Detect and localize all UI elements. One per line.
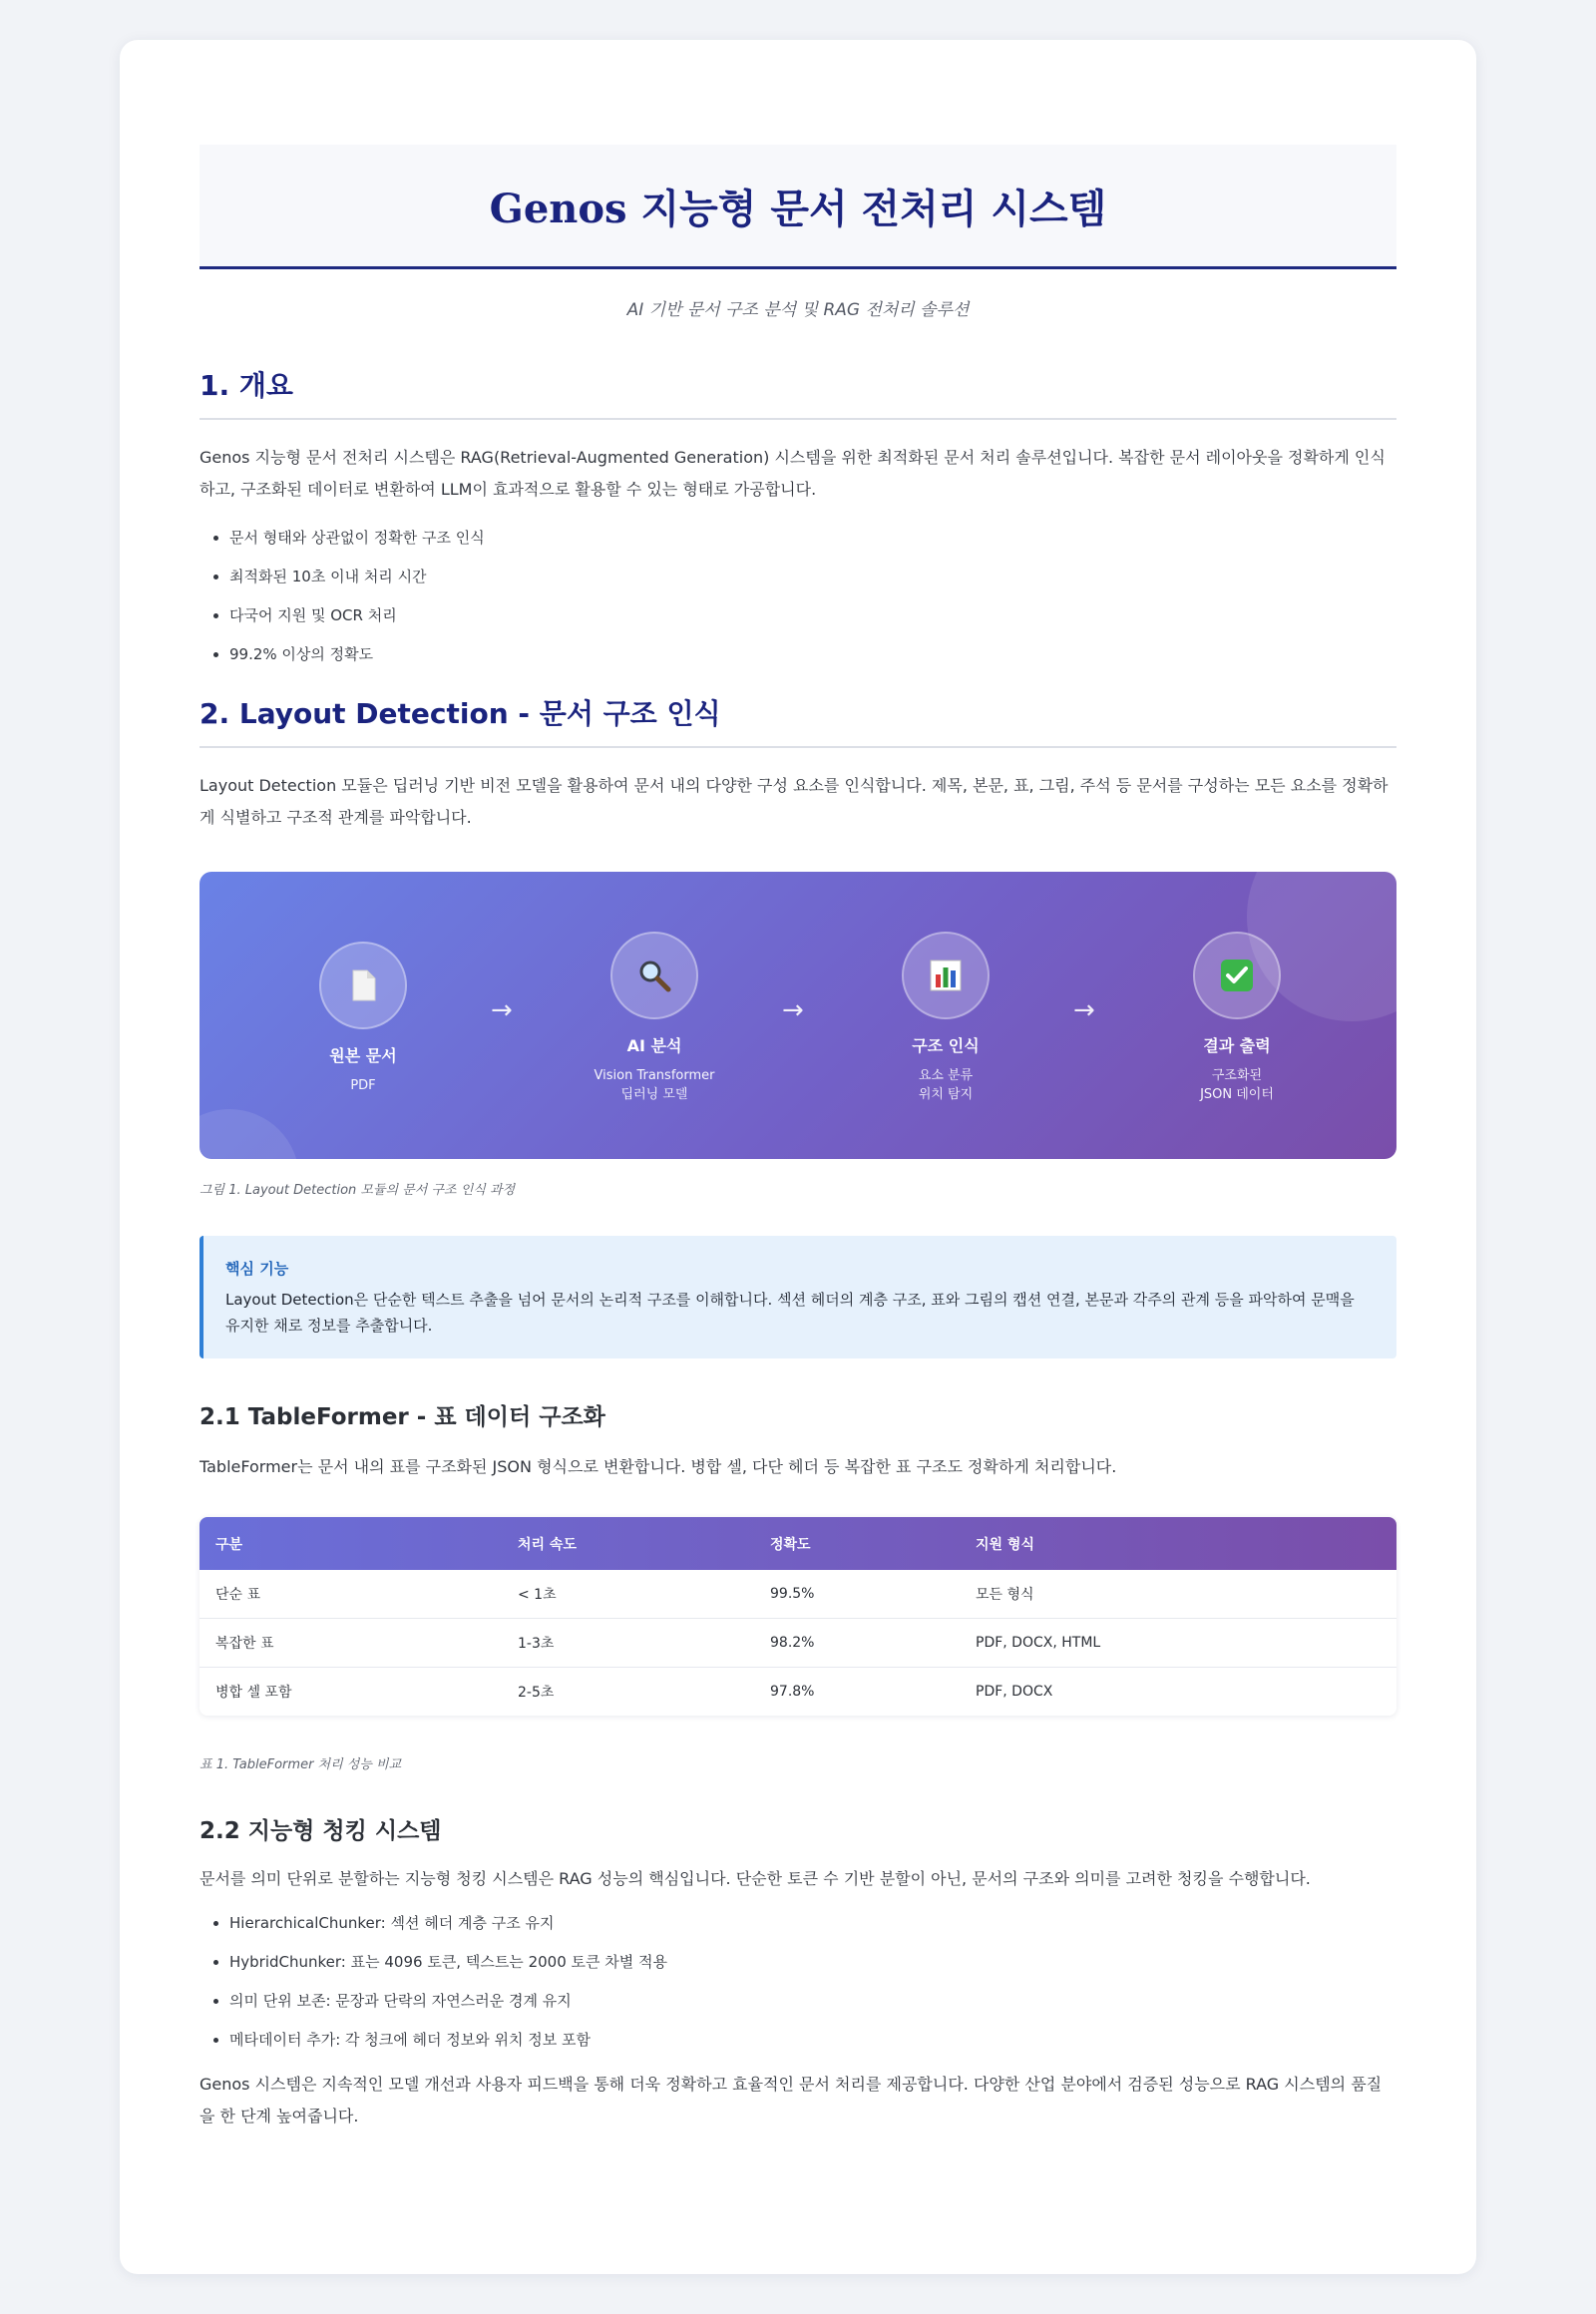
overview-paragraph: Genos 지능형 문서 전처리 시스템은 RAG(Retrieval-Augmented Generation) 시스템을 위한 최적화된 문서 처리 솔루션입니다. 복잡한 문서 레이아웃을 정확하게 인식하고, 구조화된 데이터로 변환하여 LLM이 효과적으로 활용할 수 있는 형태로 가공합니다. <box>200 448 1386 499</box>
document-page <box>120 40 1476 2274</box>
table-row <box>200 1570 1396 1619</box>
check-icon <box>1193 932 1281 1019</box>
process-step-structure <box>846 932 1045 1104</box>
table-cell: 병합 셀 포함 <box>215 1685 292 1701</box>
table-header-cell: 구분 <box>215 1536 243 1553</box>
process-diagram <box>200 872 1396 1159</box>
list-item: • 다국어 지원 및 OCR 처리 <box>229 605 1396 625</box>
figure-caption: 그림 1. Layout Detection 모듈의 문서 구조 인식 과정 <box>200 1183 516 1198</box>
step-label: AI 분석 <box>626 1036 682 1055</box>
closing-paragraph: Genos 시스템은 지속적인 모델 개선과 사용자 피드백을 통해 더욱 정확하고 효율적인 문서 처리를 제공합니다. 다양한 산업 분야에서 검증된 성능으로 RAG 시스템의 품질을 한 단계 높여줍니다. <box>200 2075 1383 2125</box>
list-item: • 문서 형태와 상관없이 정확한 구조 인식 <box>229 528 1396 548</box>
step-description-line: 구조화된 <box>1211 1068 1263 1083</box>
process-step-output <box>1137 932 1337 1104</box>
list-item: • HierarchicalChunker: 섹션 헤더 계층 구조 유지 <box>229 1913 1396 1933</box>
arrow-icon: → <box>491 995 513 1025</box>
table-row <box>200 1668 1396 1717</box>
chunking-paragraph: 문서를 의미 단위로 분할하는 지능형 청킹 시스템은 RAG 성능의 핵심입니다. 단순한 토큰 수 기반 분할이 아닌, 문서의 구조와 의미를 고려한 청킹을 수행합니다. <box>200 1869 1311 1888</box>
table-cell: PDF, DOCX <box>976 1684 1053 1700</box>
decorative-circle <box>200 1109 299 1159</box>
document-content <box>200 145 1396 2132</box>
table-cell: 복잡한 표 <box>200 1619 502 1668</box>
step-description-line: JSON 데이터 <box>1200 1087 1274 1102</box>
step-description-line: Vision Transformer <box>594 1068 715 1083</box>
list-item: • 99.2% 이상의 정확도 <box>229 644 1396 664</box>
list-item: • HybridChunker: 표는 4096 토큰, 텍스트는 2000 토큰 차별 적용 <box>229 1952 1396 1972</box>
table-header-cell: 정확도 <box>770 1536 811 1553</box>
section-overview <box>200 364 1396 664</box>
step-description <box>555 1066 754 1104</box>
title-banner <box>200 145 1396 269</box>
chunking-bullet-list <box>200 1913 1396 2050</box>
table-cell: 98.2% <box>754 1619 960 1668</box>
table-row <box>200 1619 1396 1668</box>
step-description <box>846 1066 1045 1104</box>
section-heading-chunking: 2.2 지능형 청킹 시스템 <box>200 1818 442 1844</box>
step-description-line: 요소 분류 <box>918 1068 974 1083</box>
section-layout-detection <box>200 692 1396 1358</box>
process-step-source <box>263 942 463 1095</box>
page-title: Genos 지능형 문서 전처리 시스템 <box>489 185 1107 232</box>
step-description <box>263 1076 463 1095</box>
arrow-icon: → <box>1073 995 1095 1025</box>
table-caption: 표 1. TableFormer 처리 성능 비교 <box>200 1757 402 1772</box>
list-item: • 최적화된 10초 이내 처리 시간 <box>229 567 1396 586</box>
bar-chart-icon <box>902 932 990 1019</box>
section-tableformer <box>200 1398 1396 1772</box>
overview-bullet-list <box>200 528 1396 664</box>
step-label: 원본 문서 <box>329 1046 397 1065</box>
step-description-line: 위치 탐지 <box>918 1087 974 1102</box>
table-cell: 1-3초 <box>502 1619 754 1668</box>
tableformer-paragraph: TableFormer는 문서 내의 표를 구조화된 JSON 형식으로 변환합니다. 병합 셀, 다단 헤더 등 복잡한 표 구조도 정확하게 처리합니다. <box>200 1457 1117 1476</box>
table-cell: 단순 표 <box>200 1570 502 1619</box>
section-chunking <box>200 1812 1396 2132</box>
table-header-cell: 지원 형식 <box>976 1536 1034 1553</box>
table-cell: 모든 형식 <box>960 1570 1396 1619</box>
step-description-line: PDF <box>350 1078 376 1093</box>
page-subtitle: AI 기반 문서 구조 분석 및 RAG 전처리 솔루션 <box>626 300 970 320</box>
layout-detection-paragraph: Layout Detection 모듈은 딥러닝 기반 비전 모델을 활용하여 문서 내의 다양한 구성 요소를 인식합니다. 제목, 본문, 표, 그림, 주석 등 문서를 구성하는 모든 요소를 정확하게 식별하고 구조적 관계를 파악합니다. <box>200 776 1389 827</box>
table-cell: 2-5초 <box>518 1685 555 1701</box>
arrow-icon: → <box>782 995 804 1025</box>
callout-text: Layout Detection은 단순한 텍스트 추출을 넘어 문서의 논리적 구조를 이해합니다. 섹션 헤더의 계층 구조, 표와 그림의 캡션 연결, 본문과 각주의 관계 등을 파악하여 문맥을 유지한 채로 정보를 추출합니다. <box>225 1291 1355 1335</box>
key-feature-callout <box>200 1236 1396 1358</box>
table-header-cell: 처리 속도 <box>518 1536 577 1553</box>
document-icon <box>319 942 407 1029</box>
section-heading-layout-detection: 2. Layout Detection - 문서 구조 인식 <box>200 692 1396 748</box>
performance-table <box>200 1517 1396 1716</box>
table-cell: 97.8% <box>770 1684 815 1700</box>
callout-title: 핵심 기능 <box>225 1260 289 1278</box>
step-description-line: 딥러닝 모델 <box>620 1087 688 1102</box>
table-header-row <box>200 1517 1396 1570</box>
table-cell: 99.5% <box>754 1570 960 1619</box>
section-heading-overview: 1. 개요 <box>200 364 1396 420</box>
table-cell: PDF, DOCX, HTML <box>960 1619 1396 1668</box>
step-description <box>1137 1066 1337 1104</box>
magnifier-icon <box>610 932 698 1019</box>
list-item: • 의미 단위 보존: 문장과 단락의 자연스러운 경계 유지 <box>229 1991 1396 2011</box>
section-heading-tableformer: 2.1 TableFormer - 표 데이터 구조화 <box>200 1404 605 1430</box>
step-label: 결과 출력 <box>1203 1036 1271 1055</box>
process-step-ai-analysis <box>555 932 754 1104</box>
list-item: • 메타데이터 추가: 각 청크에 헤더 정보와 위치 정보 포함 <box>229 2030 1396 2050</box>
step-label: 구조 인식 <box>912 1036 980 1055</box>
table-cell: < 1초 <box>502 1570 754 1619</box>
